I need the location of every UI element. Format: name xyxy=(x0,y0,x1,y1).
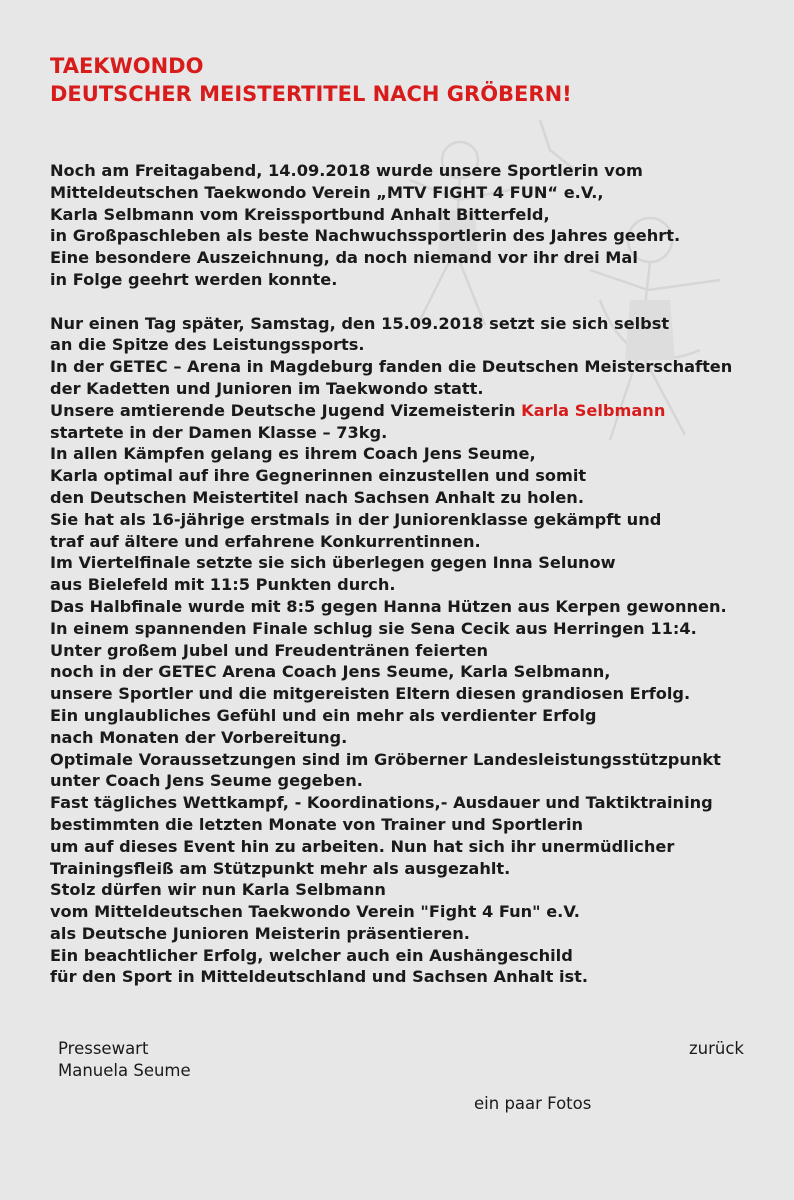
article-line: Mitteldeutschen Taekwondo Verein „MTV FIGHT 4 FUN“ e.V., xyxy=(50,182,604,202)
athlete-name-highlight: Karla Selbmann xyxy=(521,400,666,420)
article-line: unsere Sportler und die mitgereisten Eltern diesen grandiosen Erfolg. xyxy=(50,684,691,704)
photos-link[interactable]: ein paar Fotos xyxy=(474,1094,592,1113)
title-line-1: TAEKWONDO xyxy=(50,54,204,78)
article-line: Optimale Voraussetzungen sind im Gröberner Landesleistungsstützpunkt xyxy=(50,749,721,769)
article-line: noch in der GETEC Arena Coach Jens Seume, Karla Selbmann, xyxy=(50,662,611,682)
article-line: Stolz dürfen wir nun Karla Selbmann xyxy=(50,880,386,900)
article-line: den Deutschen Meistertitel nach Sachsen Anhalt zu holen. xyxy=(50,487,584,507)
article-line: Karla optimal auf ihre Gegnerinnen einzustellen und somit xyxy=(50,466,587,486)
article-line: Ein unglaubliches Gefühl und ein mehr als verdienter Erfolg xyxy=(50,705,597,725)
press-signature xyxy=(58,1038,191,1082)
article-line: Ein beachtlicher Erfolg, welcher auch ein Aushängeschild xyxy=(50,945,573,965)
article-line: für den Sport in Mitteldeutschland und Sachsen Anhalt ist. xyxy=(50,967,589,987)
article-line: Eine besondere Auszeichnung, da noch niemand vor ihr drei Mal xyxy=(50,248,638,268)
article-line: um auf dieses Event hin zu arbeiten. Nun hat sich ihr unermüdlicher xyxy=(50,836,675,856)
article-line: in Großpaschleben als beste Nachwuchssportlerin des Jahres geehrt. xyxy=(50,226,681,246)
article-line: In der GETEC – Arena in Magdeburg fanden die Deutschen Meisterschaften xyxy=(50,357,733,377)
article-line: startete in der Damen Klasse – 73kg. xyxy=(50,422,388,442)
article-line: nach Monaten der Vorbereitung. xyxy=(50,727,348,747)
article-line-highlight xyxy=(50,400,770,422)
article-line: unter Coach Jens Seume gegeben. xyxy=(50,771,363,791)
highlight-prefix: Unsere amtierende Deutsche Jugend Vizemeisterin xyxy=(50,400,522,420)
title-line-2: DEUTSCHER MEISTERTITEL NACH GRÖBERN! xyxy=(50,82,572,106)
article-line: Im Viertelfinale setzte sie sich überlegen gegen Inna Selunow xyxy=(50,553,616,573)
article-line: als Deutsche Junioren Meisterin präsentieren. xyxy=(50,923,470,943)
back-link[interactable]: zurück xyxy=(689,1039,744,1058)
article-line: vom Mitteldeutschen Taekwondo Verein "Fight 4 Fun" e.V. xyxy=(50,902,580,922)
article-line: Nur einen Tag später, Samstag, den 15.09.2018 setzt sie sich selbst xyxy=(50,313,670,333)
press-role: Pressewart xyxy=(58,1039,149,1058)
article-line: In allen Kämpfen gelang es ihrem Coach Jens Seume, xyxy=(50,444,536,464)
article-line: an die Spitze des Leistungssports. xyxy=(50,335,365,355)
article-line: Karla Selbmann vom Kreissportbund Anhalt Bitterfeld, xyxy=(50,204,550,224)
article-line: Noch am Freitagabend, 14.09.2018 wurde unsere Sportlerin vom xyxy=(50,161,643,180)
article-line: aus Bielefeld mit 11:5 Punkten durch. xyxy=(50,575,396,595)
press-author: Manuela Seume xyxy=(58,1061,191,1080)
article-line: Trainingsfleiß am Stützpunkt mehr als ausgezahlt. xyxy=(50,858,511,878)
article-line: der Kadetten und Junioren im Taekwondo statt. xyxy=(50,378,484,398)
article-body xyxy=(50,160,770,988)
article-line: Sie hat als 16-jährige erstmals in der Juniorenklasse gekämpft und xyxy=(50,509,662,529)
article-line: bestimmten die letzten Monate von Trainer und Sportlerin xyxy=(50,814,584,834)
article-line: traf auf ältere und erfahrene Konkurrentinnen. xyxy=(50,531,481,551)
article-line: Fast tägliches Wettkampf, - Koordinations,- Ausdauer und Taktiktraining xyxy=(50,793,713,813)
article-line: Unter großem Jubel und Freudentränen feierten xyxy=(50,640,489,660)
page-title xyxy=(50,52,572,108)
paragraph-gap xyxy=(50,291,770,313)
article-line: in Folge geehrt werden konnte. xyxy=(50,269,338,289)
article-line: In einem spannenden Finale schlug sie Sena Cecik aus Herringen 11:4. xyxy=(50,618,697,638)
article-line: Das Halbfinale wurde mit 8:5 gegen Hanna Hützen aus Kerpen gewonnen. xyxy=(50,596,727,616)
